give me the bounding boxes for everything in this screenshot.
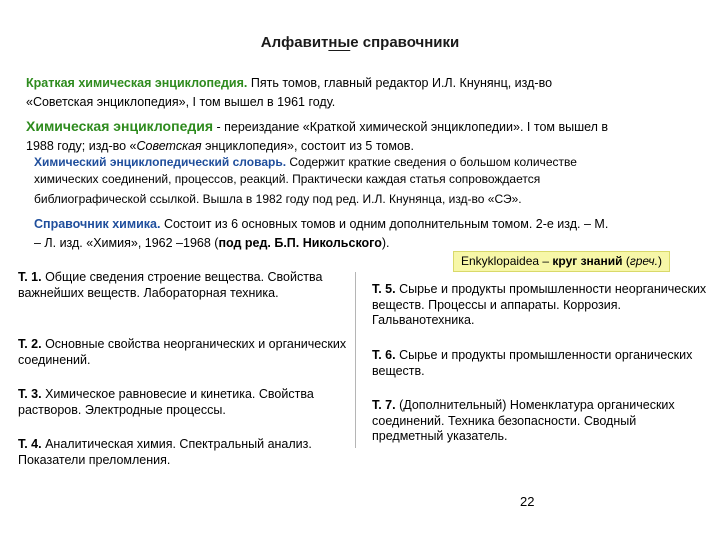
volume-7	[372, 398, 708, 445]
note-bold: круг знаний	[552, 254, 623, 268]
page-title	[0, 34, 720, 51]
title-part: Алфавит	[260, 34, 329, 51]
etymology-note	[453, 251, 670, 272]
entry-dictionary	[34, 154, 698, 210]
title-underlined-part: ны	[328, 34, 351, 51]
volume-text: Общие сведения строение вещества. Свойства важнейших веществ. Лабораторная техника.	[18, 270, 323, 300]
entry-text: - переиздание «Краткой химической энциклопедии». I том вышел в	[213, 120, 609, 134]
entry-text: химических соединений, процессов, реакций. Практически каждая статья сопровождается	[34, 172, 541, 186]
volume-label: Т. 7.	[372, 398, 396, 412]
title-part: е справочники	[350, 34, 460, 51]
volume-6	[372, 348, 708, 379]
entry-text-italic: Советская	[136, 139, 202, 153]
entry-text: библиографической ссылкой. Вышла в 1982 году под ред. И.Л. Кнунянца, изд-во «СЭ».	[34, 192, 522, 206]
volume-label: Т. 4.	[18, 437, 42, 451]
entry-name: Химический энциклопедический словарь.	[34, 155, 287, 169]
volume-text: Сырье и продукты промышленности неорганических веществ. Процессы и аппараты. Коррозия. Гальванотехника.	[372, 282, 707, 327]
entry-text: Содержит краткие сведения о большом количестве	[286, 155, 577, 169]
entry-name: Химическая энциклопедия	[26, 118, 214, 134]
volume-label: Т. 2.	[18, 337, 42, 351]
entry-text: Пять томов, главный редактор И.Л. Кнунянц, изд-во	[247, 76, 553, 90]
entry-name: Краткая химическая энциклопедия.	[26, 76, 248, 90]
volume-label: Т. 3.	[18, 387, 42, 401]
volume-label: Т. 6.	[372, 348, 396, 362]
entry-text: энциклопедия», состоит из 5 томов.	[201, 139, 415, 153]
note-text: (	[622, 254, 630, 268]
entry-text: Состоит из 6 основных томов и одним дополнительным томом. 2-е изд. – М.	[160, 217, 609, 231]
volume-text: Сырье и продукты промышленности органических веществ.	[372, 348, 693, 378]
page-number: 22	[520, 494, 535, 509]
volume-text: Химическое равновесие и кинетика. Свойства растворов. Электродные процессы.	[18, 387, 314, 417]
volume-text: Основные свойства неорганических и органических соединений.	[18, 337, 347, 367]
entry-text: ).	[381, 236, 390, 250]
entry-name: Справочник химика.	[34, 217, 161, 231]
note-italic: греч.	[629, 254, 658, 268]
volume-label: Т. 5.	[372, 282, 396, 296]
volume-3	[18, 387, 348, 418]
entry-text: – Л. изд. «Химия», 1962 –1968 (	[34, 236, 219, 250]
note-text: Enkyklopaidea –	[461, 254, 553, 268]
entry-short-encyclopedia	[26, 74, 698, 112]
volume-text: (Дополнительный) Номенклатура органических соединений. Техника безопасности. Сводный предметный указатель.	[372, 398, 675, 443]
column-divider	[355, 272, 356, 448]
entry-editor: под ред. Б.П. Никольского	[218, 236, 382, 250]
note-text: )	[657, 254, 662, 268]
volume-5	[372, 282, 708, 329]
entry-handbook	[34, 215, 698, 253]
volume-2	[18, 337, 348, 368]
entry-text: «Советская энциклопедия», I том вышел в 1961 году.	[26, 95, 336, 109]
volume-label: Т. 1.	[18, 270, 42, 284]
volume-1	[18, 270, 348, 301]
volume-text: Аналитическая химия. Спектральный анализ. Показатели преломления.	[18, 437, 312, 467]
volume-4	[18, 437, 348, 468]
entry-text: 1988 году; изд-во «	[26, 139, 137, 153]
entry-chem-encyclopedia	[26, 117, 698, 156]
